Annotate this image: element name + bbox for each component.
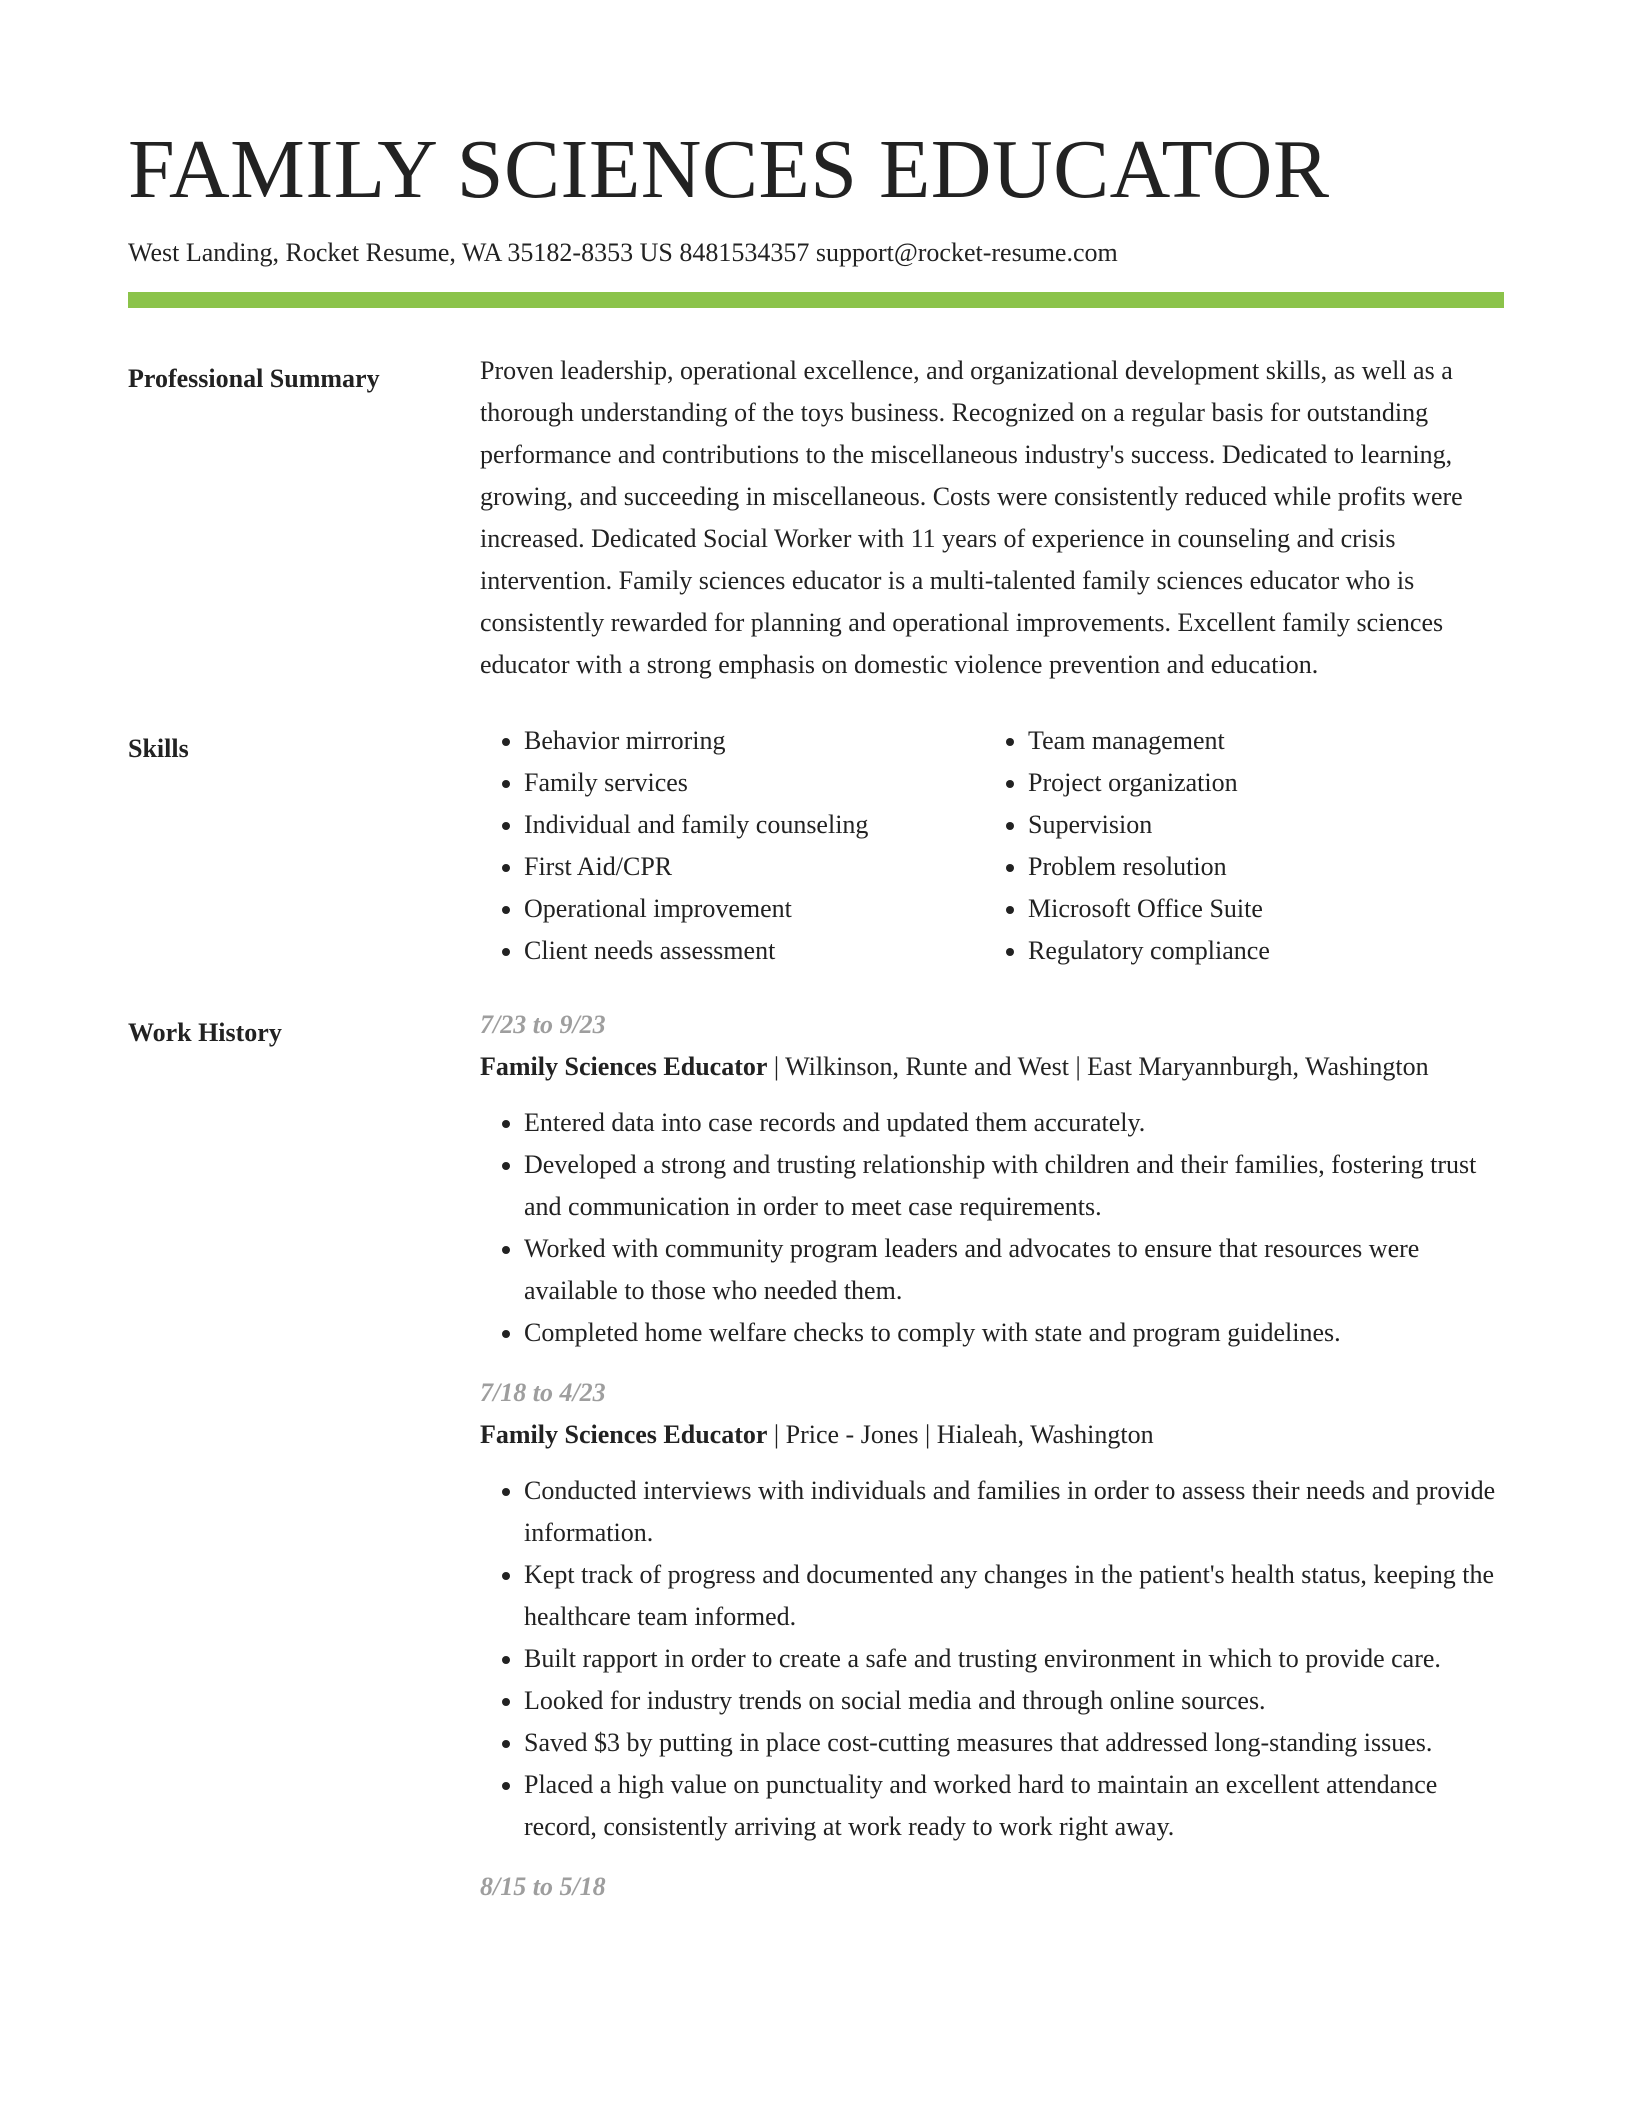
job-dates: 8/15 to 5/18 xyxy=(480,1871,606,1901)
job-entry xyxy=(480,1372,1504,1848)
job-bullet: • Saved $3 by putting in place cost-cutting measures that addressed long-standing issues. xyxy=(524,1722,1504,1764)
skill-item: • Project organization xyxy=(1028,762,1488,804)
skills-list-left xyxy=(480,720,984,972)
resume-page xyxy=(128,118,1504,1934)
skill-item: • Client needs assessment xyxy=(524,930,984,972)
skill-item: • Family services xyxy=(524,762,984,804)
skill-item: • Problem resolution xyxy=(1028,846,1488,888)
job-bullet: • Completed home welfare checks to comply with state and program guidelines. xyxy=(524,1312,1504,1354)
job-bullet: • Placed a high value on punctuality and worked hard to maintain an excellent attendance record, consistently arriving at work ready to work right away. xyxy=(524,1764,1504,1848)
job-bullet-list xyxy=(480,1102,1504,1354)
summary-text: Proven leadership, operational excellence, and organizational development skills, as well as a thorough understanding of the toys business. Recognized on a regular basis for outstanding performance and contributions to the miscellaneous industry's success. Dedicated to learning, growing, and succeeding in miscellaneous. Costs were consistently reduced while profits were increased. Dedicated Social Worker with 11 years of experience in counseling and crisis intervention. Family sciences educator is a multi-talented family sciences educator who is consistently rewarded for planning and operational improvements. Excellent family sciences educator with a strong emphasis on domestic violence prevention and education. xyxy=(480,355,1463,679)
job-dates: 7/23 to 9/23 xyxy=(480,1009,606,1039)
skill-item: • Behavior mirroring xyxy=(524,720,984,762)
job-bullet: • Looked for industry trends on social media and through online sources. xyxy=(524,1680,1504,1722)
job-bullet: • Kept track of progress and documented any changes in the patient's health status, keeping the healthcare team informed. xyxy=(524,1554,1504,1638)
job-bullet: • Entered data into case records and updated them accurately. xyxy=(524,1102,1504,1144)
skill-item: • Team management xyxy=(1028,720,1488,762)
job-entry xyxy=(480,1866,1504,1908)
job-header xyxy=(480,1414,1504,1456)
summary-section xyxy=(128,355,1504,686)
job-bullet-list xyxy=(480,1470,1504,1848)
job-title: Family Sciences Educator xyxy=(480,1419,768,1449)
skills-list-right xyxy=(984,720,1488,972)
skill-item: • Regulatory compliance xyxy=(1028,930,1488,972)
skill-item: • Individual and family counseling xyxy=(524,804,984,846)
job-details: | Price - Jones | Hialeah, Washington xyxy=(767,1419,1154,1449)
job-dates: 7/18 to 4/23 xyxy=(480,1377,606,1407)
job-title: Family Sciences Educator xyxy=(480,1051,768,1081)
skills-grid xyxy=(480,720,1504,972)
job-bullet: • Built rapport in order to create a safe and trusting environment in which to provide care. xyxy=(524,1638,1504,1680)
job-list xyxy=(480,1009,1504,1934)
job-entry xyxy=(480,1004,1504,1354)
skills-heading: Skills xyxy=(128,733,189,763)
skill-item: • Supervision xyxy=(1028,804,1488,846)
resume-title: FAMILY SCIENCES EDUCATOR xyxy=(128,123,1330,216)
job-bullet: • Conducted interviews with individuals and families in order to assess their needs and provide information. xyxy=(524,1470,1504,1554)
summary-heading: Professional Summary xyxy=(128,363,380,393)
skill-item: • Microsoft Office Suite xyxy=(1028,888,1488,930)
skill-item: • First Aid/CPR xyxy=(524,846,984,888)
skill-item: • Operational improvement xyxy=(524,888,984,930)
job-header xyxy=(480,1046,1504,1088)
work-history-section xyxy=(128,1009,1504,1934)
job-bullet: • Developed a strong and trusting relationship with children and their families, fostering trust and communication in order to meet case requirements. xyxy=(524,1144,1504,1228)
accent-divider xyxy=(128,292,1504,308)
job-bullet: • Worked with community program leaders and advocates to ensure that resources were available to those who needed them. xyxy=(524,1228,1504,1312)
skills-section xyxy=(128,725,1504,972)
job-details: | Wilkinson, Runte and West | East Maryannburgh, Washington xyxy=(767,1051,1429,1081)
contact-line: West Landing, Rocket Resume, WA 35182-8353 US 8481534357 support@rocket-resume.com xyxy=(128,238,1118,267)
work-history-heading: Work History xyxy=(128,1017,282,1047)
